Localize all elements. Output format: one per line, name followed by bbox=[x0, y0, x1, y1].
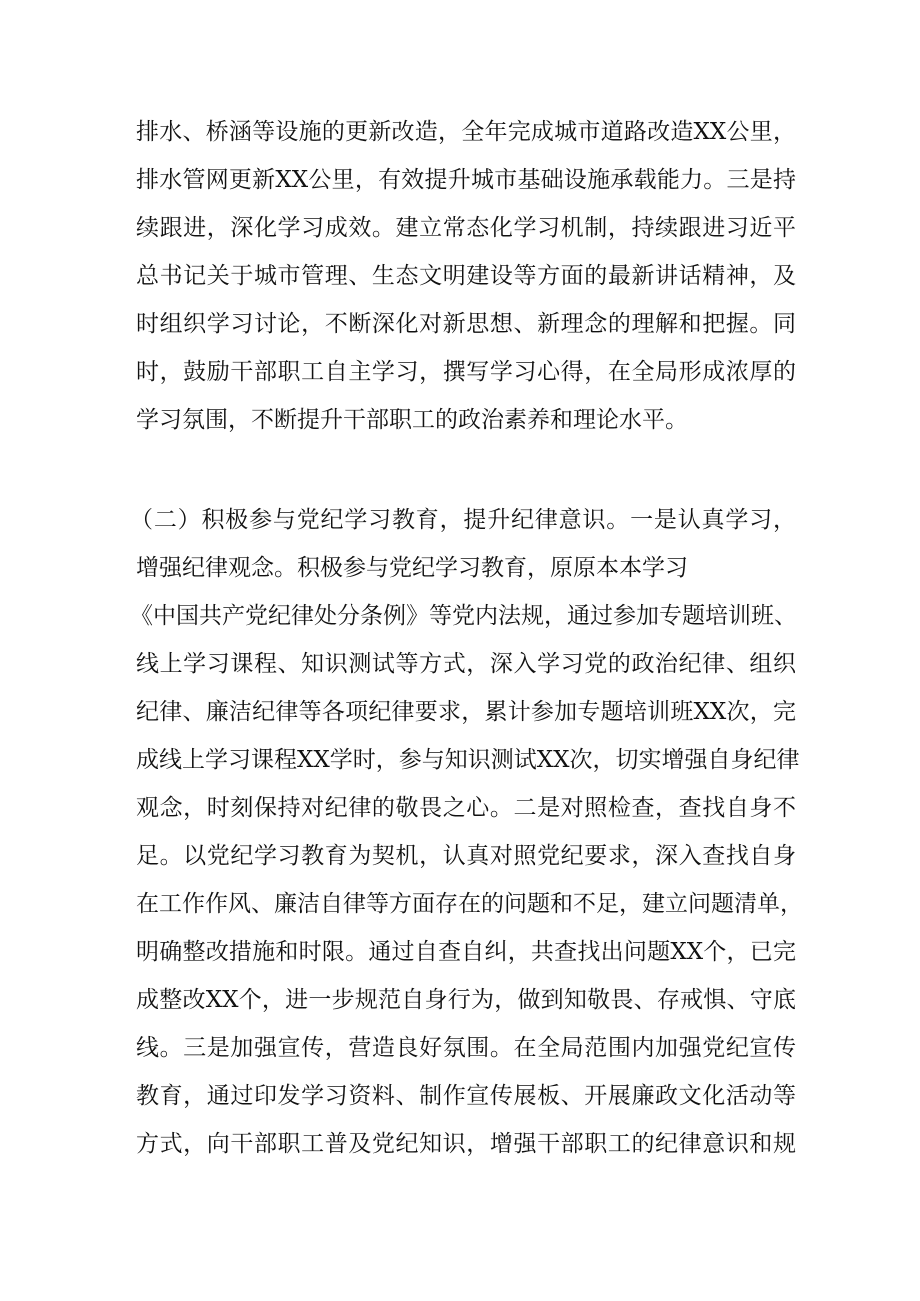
paragraph-2-line-12: 线。三是加强宣传，营造良好氛围。在全局范围内加强党纪宣传 bbox=[136, 1035, 796, 1061]
paragraph-2-line-4: 线上学习课程、知识测试等方式，深入学习党的政治纪律、组织 bbox=[136, 651, 796, 677]
paragraph-2-line-13: 教育，通过印发学习资料、制作宣传展板、开展廉政文化活动等 bbox=[136, 1083, 796, 1109]
paragraph-2-line-14: 方式，向干部职工普及党纪知识，增强干部职工的纪律意识和规 bbox=[136, 1131, 796, 1157]
paragraph-2-line-11: 成整改XX个，进一步规范自身行为，做到知敬畏、存戒惧、守底 bbox=[136, 987, 796, 1013]
paragraph-2-line-5: 纪律、廉洁纪律等各项纪律要求，累计参加专题培训班XX次，完 bbox=[136, 699, 796, 725]
paragraph-2-line-10: 明确整改措施和时限。通过自查自纠，共查找出问题XX个，已完 bbox=[136, 939, 796, 965]
paragraph-1-line-5: 时组织学习讨论，不断深化对新思想、新理念的理解和把握。同 bbox=[136, 311, 796, 337]
paragraph-1-line-6: 时，鼓励干部职工自主学习，撰写学习心得，在全局形成浓厚的 bbox=[136, 359, 796, 385]
paragraph-1-line-4: 总书记关于城市管理、生态文明建设等方面的最新讲话精神，及 bbox=[136, 263, 796, 289]
paragraph-2-line-8: 足。以党纪学习教育为契机，认真对照党纪要求，深入查找自身 bbox=[136, 843, 796, 869]
paragraph-1-line-7: 学习氛围，不断提升干部职工的政治素养和理论水平。 bbox=[136, 407, 688, 433]
paragraph-1-line-2: 排水管网更新XX公里，有效提升城市基础设施承载能力。三是持 bbox=[136, 167, 796, 193]
paragraph-1-line-3: 续跟进，深化学习成效。建立常态化学习机制，持续跟进习近平 bbox=[136, 215, 796, 241]
paragraph-1-line-1: 排水、桥涵等设施的更新改造，全年完成城市道路改造XX公里， bbox=[136, 119, 796, 145]
paragraph-2-line-9: 在工作作风、廉洁自律等方面存在的问题和不足，建立问题清单， bbox=[136, 891, 803, 917]
paragraph-2-line-3: 《中国共产党纪律处分条例》等党内法规，通过参加专题培训班、 bbox=[130, 603, 797, 629]
paragraph-2-line-6: 成线上学习课程XX学时，参与知识测试XX次，切实增强自身纪律 bbox=[136, 747, 800, 773]
paragraph-2-line-2: 增强纪律观念。积极参与党纪学习教育，原原本本学习 bbox=[136, 555, 688, 581]
paragraph-2-line-1: （二）积极参与党纪学习教育，提升纪律意识。一是认真学习， bbox=[130, 507, 796, 533]
paragraph-2-line-7: 观念，时刻保持对纪律的敬畏之心。二是对照检查，查找自身不 bbox=[136, 795, 796, 821]
